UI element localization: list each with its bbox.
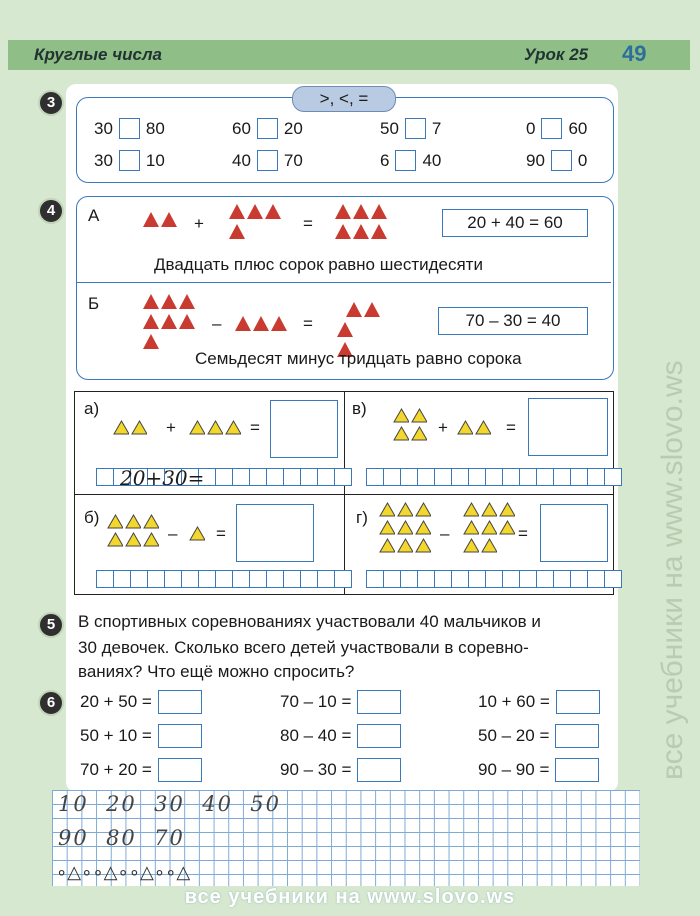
page-header (8, 40, 690, 70)
equation-text: 70 + 20 = (80, 760, 152, 779)
answer-box-v[interactable] (528, 398, 608, 456)
task-6-number: 6 (38, 690, 64, 716)
cell[interactable] (147, 570, 165, 588)
task-3-number: 3 (38, 90, 64, 116)
sign-box[interactable] (257, 118, 278, 139)
yellow-triangles-v2 (456, 420, 492, 438)
answer-box[interactable] (555, 724, 599, 748)
cell[interactable] (232, 468, 250, 486)
eq-g: = (518, 524, 528, 543)
answer-box-b[interactable] (236, 504, 314, 562)
label-v: в) (352, 399, 367, 418)
equation-text: 10 + 60 = (478, 692, 550, 711)
part-b-label: Б (88, 294, 100, 313)
left-number: 30 (94, 150, 113, 170)
cell[interactable] (604, 468, 622, 486)
answer-box-a[interactable] (270, 400, 338, 458)
equation (478, 690, 600, 714)
task-4-divider (77, 282, 611, 283)
cell[interactable] (334, 570, 352, 588)
eq-a: = (250, 418, 260, 437)
task-5-line2: 30 девочек. Сколько всего детей участвовали в соревно- (78, 638, 529, 657)
cell[interactable] (198, 570, 216, 588)
equation-text: 20 + 50 = (80, 692, 152, 711)
cell[interactable] (570, 468, 588, 486)
expression-b: 70 – 30 = 40 (438, 307, 588, 335)
cell[interactable] (232, 570, 250, 588)
answer-box[interactable] (555, 758, 599, 782)
answer-box[interactable] (357, 724, 401, 748)
plus-sign: + (194, 214, 204, 233)
label-g: г) (356, 508, 368, 527)
cell[interactable] (300, 570, 318, 588)
cell[interactable] (113, 570, 131, 588)
cell[interactable] (181, 570, 199, 588)
yellow-triangles-a (112, 420, 148, 438)
task-5-number: 5 (38, 612, 64, 638)
cell[interactable] (317, 570, 335, 588)
comparison-item (380, 150, 441, 171)
equation-text: 80 – 40 = (280, 726, 352, 745)
minus-g: – (440, 524, 450, 543)
cell[interactable] (215, 468, 233, 486)
sign-box[interactable] (119, 150, 140, 171)
cell[interactable] (587, 468, 605, 486)
sentence-b: Семьдесят минус тридцать равно сорока (195, 349, 522, 368)
part-a-label: А (88, 206, 100, 225)
left-number: 50 (380, 118, 399, 138)
cell[interactable] (502, 468, 520, 486)
cell[interactable] (468, 570, 486, 588)
answer-box-g[interactable] (540, 504, 608, 562)
grid-vdivider (344, 391, 345, 595)
cell[interactable] (417, 570, 435, 588)
cell[interactable] (249, 570, 267, 588)
right-number: 20 (283, 118, 303, 138)
cell[interactable] (451, 468, 469, 486)
comparison-item (94, 150, 165, 171)
cell[interactable] (587, 570, 605, 588)
cell[interactable] (570, 570, 588, 588)
minus-sign: – (212, 314, 222, 333)
cell[interactable] (400, 468, 418, 486)
cell[interactable] (536, 468, 554, 486)
label-b: б) (84, 508, 100, 527)
grid-hdivider (74, 494, 614, 495)
comparison-signs-label: >, <, = (292, 86, 396, 112)
cell[interactable] (96, 570, 114, 588)
right-number: 60 (568, 118, 588, 138)
right-number: 70 (283, 150, 303, 170)
yellow-triangles-v (392, 408, 432, 444)
answer-box[interactable] (357, 690, 401, 714)
comparison-item (94, 118, 165, 139)
copy-row-2: 90 80 70 (58, 826, 185, 850)
left-number: 6 (380, 150, 390, 170)
yellow-triangles-b2 (188, 526, 206, 544)
cell[interactable] (300, 468, 318, 486)
triangles-2 (142, 212, 178, 232)
cell[interactable] (164, 570, 182, 588)
cell[interactable] (215, 570, 233, 588)
equation (280, 758, 401, 782)
triangles-4 (228, 204, 288, 244)
equation (80, 724, 202, 748)
sign-box[interactable] (405, 118, 426, 139)
right-number: 80 (145, 118, 165, 138)
right-number: 0 (577, 150, 588, 170)
cell[interactable] (96, 468, 114, 486)
equation (478, 724, 599, 748)
bottom-watermark: все учебники на www.slovo.ws (184, 886, 516, 908)
answer-box[interactable] (158, 724, 202, 748)
plus-v: + (438, 418, 448, 437)
cell[interactable] (434, 570, 452, 588)
equation (80, 690, 202, 714)
cell[interactable] (519, 468, 537, 486)
answer-box[interactable] (556, 690, 600, 714)
yellow-triangles-b (106, 514, 166, 550)
right-number: 40 (422, 150, 442, 170)
answer-cells-g[interactable] (366, 570, 621, 588)
cell[interactable] (249, 468, 267, 486)
left-number: 0 (526, 118, 536, 138)
answer-cells-v[interactable] (366, 468, 621, 486)
right-number: 7 (431, 118, 442, 138)
equation-text: 50 + 10 = (80, 726, 152, 745)
equation (280, 690, 401, 714)
equals-sign: = (303, 214, 313, 233)
yellow-triangles-g (378, 502, 438, 556)
cell[interactable] (417, 468, 435, 486)
answer-box[interactable] (158, 758, 202, 782)
equation (80, 758, 202, 782)
triangles-3 (234, 316, 288, 336)
cell[interactable] (502, 570, 520, 588)
sign-box[interactable] (551, 150, 572, 171)
cell[interactable] (266, 468, 284, 486)
cell[interactable] (130, 570, 148, 588)
answer-box[interactable] (357, 758, 401, 782)
cell[interactable] (604, 570, 622, 588)
copy-row-1: 10 20 30 40 50 (58, 792, 282, 816)
yellow-triangles-a2 (188, 420, 242, 438)
cell[interactable] (536, 570, 554, 588)
equation-text: 90 – 90 = (478, 760, 550, 779)
triangles-7 (142, 294, 202, 354)
chapter-title: Круглые числа (34, 45, 162, 64)
sign-box[interactable] (541, 118, 562, 139)
cell[interactable] (383, 570, 401, 588)
sign-box[interactable] (257, 150, 278, 171)
equation (280, 724, 401, 748)
yellow-triangles-g2 (462, 502, 522, 556)
cell[interactable] (283, 468, 301, 486)
lesson-label: Урок 25 (524, 45, 589, 64)
expression-a: 20 + 40 = 60 (442, 209, 588, 237)
right-number: 10 (145, 150, 165, 170)
cell[interactable] (468, 468, 486, 486)
cell[interactable] (383, 468, 401, 486)
equation-text: 70 – 10 = (280, 692, 352, 711)
cell[interactable] (317, 468, 335, 486)
left-number: 90 (526, 150, 545, 170)
comparison-item (526, 150, 587, 171)
triangles-6 (334, 204, 394, 244)
comparison-item (380, 118, 441, 139)
sign-box[interactable] (395, 150, 416, 171)
page-number: 49 (622, 41, 647, 66)
task-4-number: 4 (38, 198, 64, 224)
comparison-item (526, 118, 587, 139)
minus-b: – (168, 524, 178, 543)
equals-sign-b: = (303, 314, 313, 333)
task-5-line1: В спортивных соревнованиях участвовали 40 мальчиков и (78, 612, 541, 631)
comparison-item (232, 150, 303, 171)
equation-text: 50 – 20 = (478, 726, 550, 745)
cell[interactable] (553, 468, 571, 486)
left-number: 30 (94, 118, 113, 138)
cell[interactable] (434, 468, 452, 486)
answer-box[interactable] (158, 690, 202, 714)
cell[interactable] (485, 468, 503, 486)
answer-cells-b[interactable] (96, 570, 351, 588)
sentence-a: Двадцать плюс сорок равно шестидесяти (154, 255, 483, 274)
left-number: 60 (232, 118, 251, 138)
plus-a: + (166, 418, 176, 437)
cell[interactable] (334, 468, 352, 486)
left-number: 40 (232, 150, 251, 170)
cell[interactable] (366, 468, 384, 486)
cell[interactable] (553, 570, 571, 588)
cell[interactable] (451, 570, 469, 588)
task-5-line3: ваниях? Что ещё можно спросить? (78, 662, 355, 681)
eq-b: = (216, 524, 226, 543)
cell[interactable] (366, 570, 384, 588)
equation-text: 90 – 30 = (280, 760, 352, 779)
cell[interactable] (400, 570, 418, 588)
cell[interactable] (266, 570, 284, 588)
handwritten-a: 20+30= (120, 466, 205, 490)
cell[interactable] (485, 570, 503, 588)
eq-v: = (506, 418, 516, 437)
equation (478, 758, 599, 782)
pattern-row: ∘△∘∘△∘∘△∘∘△ (56, 862, 191, 882)
label-a: а) (84, 399, 100, 418)
vertical-watermark: все учебники на www.slovo.ws (656, 360, 689, 780)
sign-box[interactable] (119, 118, 140, 139)
cell[interactable] (519, 570, 537, 588)
cell[interactable] (283, 570, 301, 588)
comparison-item (232, 118, 303, 139)
